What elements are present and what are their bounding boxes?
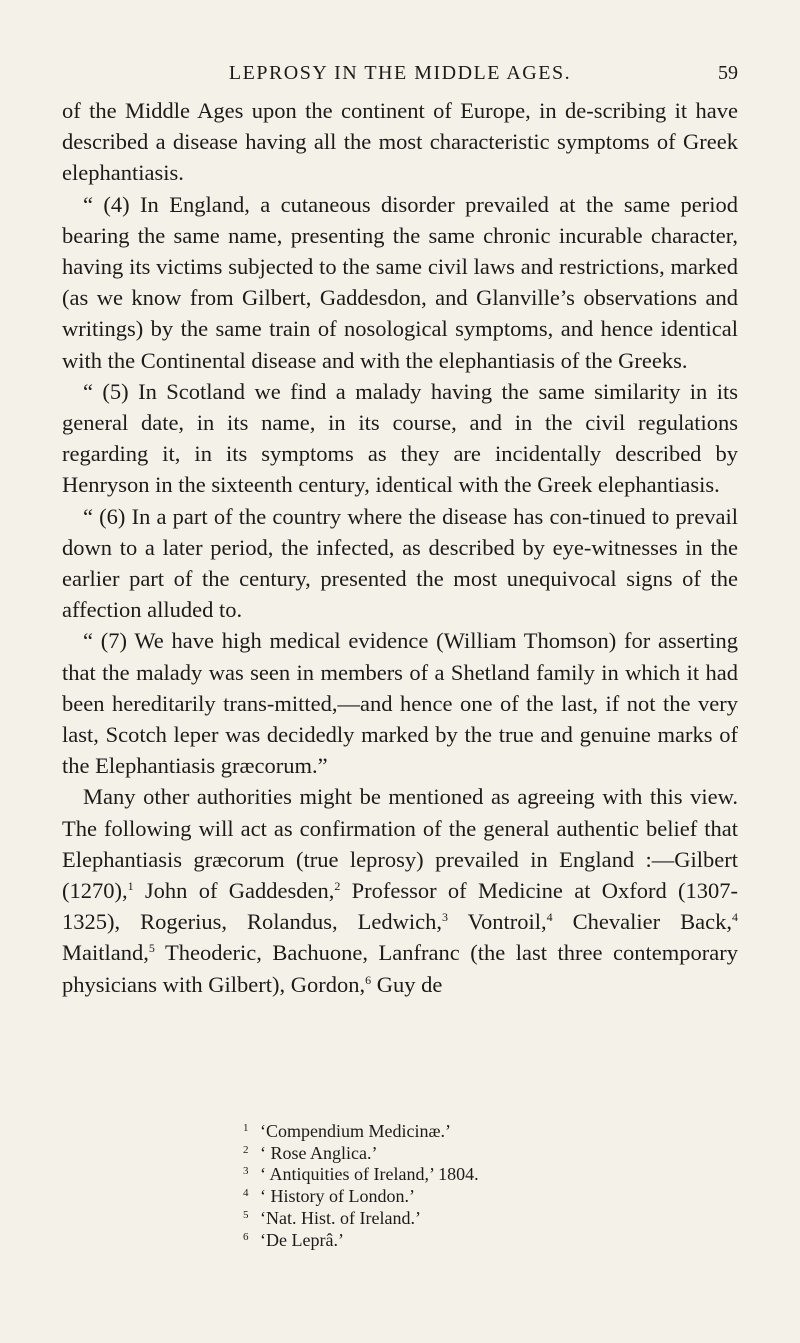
paragraph-text: “ (4) In England, a cutaneous disorder prevailed at the same period bearing the same name, presenting the same chronic incurable character, having its victims subjected to the same civil laws and restrictions, marked (as we know from Gilbert, Gaddesdon, and Glanville’s observations and writings) by the same train of nosological symptoms, and hence identical with the Continental disease and with the elephantiasis of the Greeks.	[62, 191, 738, 373]
paragraph	[62, 189, 738, 376]
footnote-text: ‘Nat. Hist. of Ireland.’	[260, 1207, 421, 1228]
footnote-text: ‘Compendium Medicinæ.’	[260, 1121, 451, 1141]
paragraph-text: Many other authorities might be mentioned as agreeing with this view. The following will act as confirmation of the general authentic belief that Elephantiasis græcorum (true leprosy) prevailed in England :—Gilbert (1270),	[62, 784, 738, 904]
footnote-reference: 1	[127, 879, 134, 894]
footnote-text: ‘ History of London.’	[260, 1186, 415, 1207]
footnote: 3 ‘ Antiquities of Ireland,’ 1804.	[243, 1164, 479, 1185]
footnote: 2 ‘ Rose Anglica.’	[243, 1142, 378, 1163]
footnote-reference: 2	[334, 879, 341, 894]
paragraph-text: of the Middle Ages upon the continent of Europe, in de-scribing it have described a disease having all the most characteristic symptoms of Greek elephantiasis.	[62, 98, 738, 186]
footnotes	[62, 1121, 738, 1251]
footnote: 5 ‘Nat. Hist. of Ireland.’	[243, 1207, 421, 1228]
footnote: 1 ‘Compendium Medicinæ.’	[243, 1121, 451, 1141]
paragraph	[62, 501, 738, 626]
footnote-reference: 3	[442, 910, 449, 925]
paragraph-text: John of Gaddesden,	[133, 878, 335, 904]
footnote-reference: 4	[731, 910, 738, 925]
paragraph	[62, 95, 738, 189]
page-number: 59	[718, 62, 738, 84]
footnote-text: ‘ Antiquities of Ireland,’ 1804.	[260, 1164, 479, 1185]
footnote-reference: 6	[365, 972, 372, 987]
paragraph	[62, 781, 738, 999]
paragraph	[62, 625, 738, 781]
paragraph-text: Vontroil,	[448, 909, 547, 935]
paragraph-text: “ (5) In Scotland we find a malady having the same similarity in its general date, in its name, in its course, and in the civil regulations regarding it, in its symptoms as they are incidentally described by Henryson in the sixteenth century, identical with the Greek elephantiasis.	[62, 378, 738, 498]
footnote: 4 ‘ History of London.’	[243, 1186, 415, 1207]
paragraph-text: Chevalier Back,	[552, 909, 732, 935]
paragraph	[62, 376, 738, 501]
paragraph-text: Maitland,	[62, 940, 149, 966]
running-head: LEPROSY IN THE MIDDLE AGES.	[228, 62, 572, 84]
footnote-reference: 4	[546, 910, 553, 925]
paragraph-text: Guy de	[371, 971, 443, 997]
footnote-reference: 5	[148, 941, 155, 956]
body-text	[62, 95, 738, 1000]
paragraph-text: “ (7) We have high medical evidence (William Thomson) for asserting that the malady was seen in members of a Shetland family in which it had been hereditarily trans-mitted,—and hence one of the last, if not the very last, Scotch leper was decidedly marked by the true and genuine marks of the Elephantiasis græcorum.”	[62, 628, 738, 779]
footnote-text: ‘ Rose Anglica.’	[260, 1142, 378, 1163]
paragraph-text: Professor of Medicine at Oxford (1307-1325), Rogerius, Rolandus, Ledwich,	[62, 878, 738, 935]
paragraph-text: “ (6) In a part of the country where the disease has con-tinued to prevail down to a later period, the infected, as described by eye-witnesses in the earlier part of the century, presented the most unequivocal signs of the affection alluded to.	[62, 503, 738, 623]
page-header	[62, 60, 738, 90]
footnote: 6 ‘De Leprâ.’	[243, 1229, 344, 1250]
paragraph-text: Theoderic, Bachuone, Lanfranc (the last three contemporary physicians with Gilbert), Gordon,	[62, 940, 738, 997]
footnote-text: ‘De Leprâ.’	[260, 1229, 344, 1250]
